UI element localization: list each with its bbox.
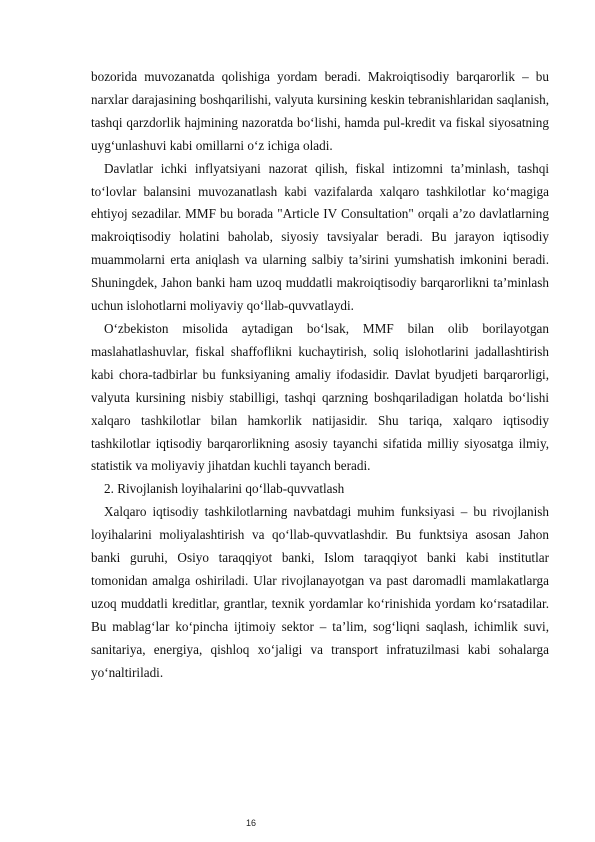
paragraph-continuation: bozorida muvozanatda qolishiga yordam beradi. Makroiqtisodiy barqarorlik – bu narxlar darajasining boshqarilishi, valyuta kursining keskin tebranishlaridan saqlanish, tashqi qarzdorlik hajmining nazoratda bo‘lishi, hamda pul-kredit va fiskal siyosatning uyg‘unlashuvi kabi omillarni o‘z ichiga oladi. — [91, 69, 549, 153]
document-page-body — [91, 66, 549, 684]
page-number: 16 — [246, 818, 257, 828]
section-heading: 2. Rivojlanish loyihalarini qo‘llab-quvvatlash — [104, 481, 345, 497]
paragraph-uzbekistan-example: O‘zbekiston misolida aytadigan bo‘lsak, MMF bilan olib borilayotgan maslahatlashuvlar, fiskal shaffoflikni kuchaytirish, soliq islohotlarini jadallashtirish kabi chora-tadbirlar bu funksiyaning amaliy ifodasidir. Davlat byudjeti barqarorligi, valyuta kursining nisbiy stabilligi, tashqi qarzning boshqariladigan holatda bo‘lishi xalqaro tashkilotlar bilan hamkorlik natijasidir. Shu tariqa, xalqaro iqtisodiy tashkilotlar iqtisodiy barqarorlikning asosiy tayanchi sifatida milliy siyosatga ilmiy, statistik va moliyaviy jihatdan kuchli tayanch beradi. — [91, 320, 549, 474]
paragraph-development-projects: Xalqaro iqtisodiy tashkilotlarning navbatdagi muhim funksiyasi – bu rivojlanish loyihalarini moliyalashtirish va qo‘llab-quvvatlashdir. Bu funktsiya asosan Jahon banki guruhi, Osiyo taraqqiyot banki, Islom taraqqiyot banki kabi institutlar tomonidan amalga oshiriladi. Ular rivojlanayotgan va past daromadli mamlakatlarga uzoq muddatli kreditlar, grantlar, texnik yordamlar ko‘rinishida yordam ko‘rsatadilar. Bu mablag‘lar ko‘pincha ijtimoiy sektor – ta’lim, sog‘liqni saqlash, ichimlik suvi, sanitariya, energiya, qishloq xo‘jaligi va transport infratuzilmasi kabi sohalarga yo‘naltiriladi. — [91, 504, 549, 680]
paragraph-macro-stability: Davlatlar ichki inflyatsiyani nazorat qilish, fiskal intizomni ta’minlash, tashqi to‘lovlar balansini muvozanatlash kabi vazifalarda xalqaro tashkilotlar ko‘magiga ehtiyoj sezadilar. MMF bu borada "Article IV Consultation" orqali a’zo davlatlarning makroiqtisodiy holatini baholab, siyosiy tavsiyalar beradi. Bu jarayon iqtisodiy muammolarni erta aniqlash va ularning salbiy ta’sirini yumshatish imkonini beradi. Shuningdek, Jahon banki ham uzoq muddatli makroiqtisodiy barqarorlikni ta’minlash uchun islohotlarni moliyaviy qo‘llab-quvvatlaydi. — [91, 160, 549, 314]
